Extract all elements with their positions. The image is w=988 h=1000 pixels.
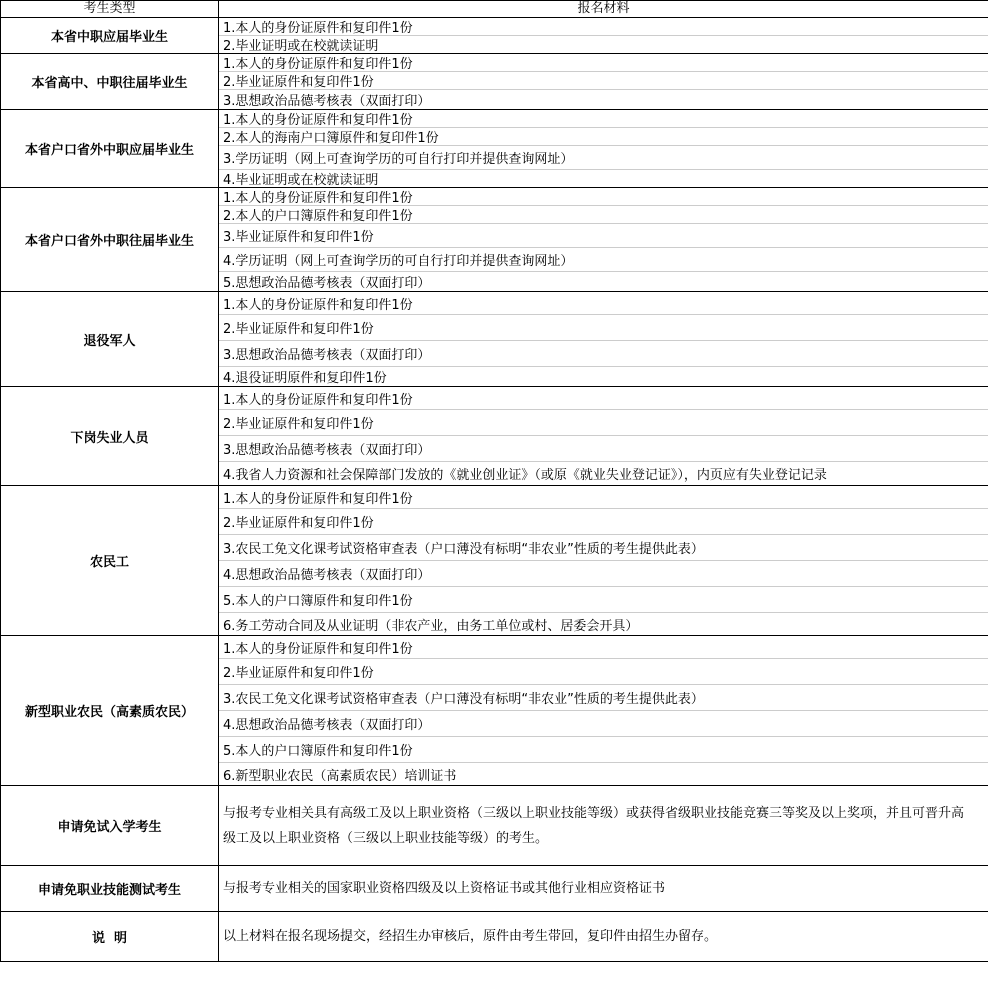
category-cell: 申请免试入学考生 xyxy=(1,786,219,866)
materials-text: 与报考专业相关的国家职业资格四级及以上资格证书或其他行业相应资格证书 xyxy=(223,881,666,896)
category-row xyxy=(1,486,988,636)
material-item: 4.思想政治品德考核表（双面打印） xyxy=(219,560,988,586)
materials-cell xyxy=(219,188,988,292)
material-item: 5.本人的户口簿原件和复印件1份 xyxy=(219,736,988,762)
materials-cell xyxy=(219,486,988,636)
material-item: 3.思想政治品德考核表（双面打印） xyxy=(219,340,988,366)
material-item: 2.毕业证原件和复印件1份 xyxy=(219,658,988,684)
material-item: 4.退役证明原件和复印件1份 xyxy=(219,366,988,386)
material-item: 4.思想政治品德考核表（双面打印） xyxy=(219,710,988,736)
category-cell: 申请免职业技能测试考生 xyxy=(1,866,219,912)
material-item: 2.毕业证原件和复印件1份 xyxy=(219,409,988,435)
material-item: 1.本人的身份证原件和复印件1份 xyxy=(223,641,413,657)
material-item: 3.思想政治品德考核表（双面打印） xyxy=(219,435,988,461)
category-row xyxy=(1,387,988,486)
material-item: 2.毕业证明或在校就读证明 xyxy=(219,35,988,53)
material-item: 5.本人的户口簿原件和复印件1份 xyxy=(219,586,988,612)
category-cell: 新型职业农民（高素质农民） xyxy=(1,636,219,786)
materials-cell xyxy=(219,912,988,962)
category-cell: 本省中职应届毕业生 xyxy=(1,18,219,54)
header-materials: 报名材料 xyxy=(219,1,988,18)
category-row xyxy=(1,292,988,387)
material-item: 2.本人的海南户口簿原件和复印件1份 xyxy=(219,127,988,145)
materials-cell xyxy=(219,292,988,387)
category-row xyxy=(1,636,988,786)
rows-body xyxy=(1,18,988,786)
material-item: 2.毕业证原件和复印件1份 xyxy=(219,508,988,534)
category-row xyxy=(1,18,988,54)
material-item: 3.学历证明（网上可查询学历的可自行打印并提供查询网址） xyxy=(219,145,988,169)
materials-cell xyxy=(219,110,988,188)
materials-cell xyxy=(219,54,988,110)
material-item: 2.毕业证原件和复印件1份 xyxy=(219,71,988,89)
material-item: 2.本人的户口簿原件和复印件1份 xyxy=(219,205,988,223)
material-item: 1.本人的身份证原件和复印件1份 xyxy=(223,113,413,127)
materials-text: 与报考专业相关具有高级工及以上职业资格（三级以上职业技能等级）或获得省级职业技能竞赛三等奖及以上奖项，并且可晋升高级工及以上职业资格（三级以上职业技能等级）的考生。 xyxy=(223,805,965,846)
materials-cell xyxy=(219,387,988,486)
materials-cell xyxy=(219,636,988,786)
materials-text: 以上材料在报名现场提交，经招生办审核后，原件由考生带回，复印件由招生办留存。 xyxy=(223,929,718,944)
material-item: 6.务工劳动合同及从业证明（非农产业，由务工单位或村、居委会开具） xyxy=(219,612,988,635)
material-item: 2.毕业证原件和复印件1份 xyxy=(219,314,988,340)
material-item: 1.本人的身份证原件和复印件1份 xyxy=(223,191,413,205)
material-item: 1.本人的身份证原件和复印件1份 xyxy=(223,491,413,507)
material-item: 1.本人的身份证原件和复印件1份 xyxy=(223,21,413,35)
material-item: 6.新型职业农民（高素质农民）培训证书 xyxy=(219,762,988,785)
material-item: 5.思想政治品德考核表（双面打印） xyxy=(219,271,988,291)
category-row xyxy=(1,110,988,188)
category-cell: 本省高中、中职往届毕业生 xyxy=(1,54,219,110)
exempt-exam-row xyxy=(1,786,988,866)
category-cell: 农民工 xyxy=(1,486,219,636)
materials-cell xyxy=(219,786,988,866)
material-item: 3.思想政治品德考核表（双面打印） xyxy=(219,89,988,109)
material-item: 4.学历证明（网上可查询学历的可自行打印并提供查询网址） xyxy=(219,247,988,271)
material-item: 4.毕业证明或在校就读证明 xyxy=(219,169,988,187)
material-item: 3.农民工免文化课考试资格审查表（户口薄没有标明“非农业”性质的考生提供此表） xyxy=(219,534,988,560)
header-row xyxy=(1,1,988,18)
header-category: 考生类型 xyxy=(1,1,219,18)
category-cell: 本省户口省外中职应届毕业生 xyxy=(1,110,219,188)
category-cell: 下岗失业人员 xyxy=(1,387,219,486)
note-row xyxy=(1,912,988,962)
material-item: 1.本人的身份证原件和复印件1份 xyxy=(223,392,413,408)
material-item: 4.我省人力资源和社会保障部门发放的《就业创业证》（或原《就业失业登记证》），内页应有失业登记记录 xyxy=(219,461,988,485)
category-row xyxy=(1,188,988,292)
exempt-skill-row xyxy=(1,866,988,912)
material-item: 3.毕业证原件和复印件1份 xyxy=(219,223,988,247)
material-item: 1.本人的身份证原件和复印件1份 xyxy=(223,297,413,313)
category-cell: 说 明 xyxy=(1,912,219,962)
materials-cell xyxy=(219,866,988,912)
materials-cell xyxy=(219,18,988,54)
material-item: 1.本人的身份证原件和复印件1份 xyxy=(223,57,413,71)
material-item: 3.农民工免文化课考试资格审查表（户口薄没有标明“非农业”性质的考生提供此表） xyxy=(219,684,988,710)
category-cell: 退役军人 xyxy=(1,292,219,387)
category-row xyxy=(1,54,988,110)
category-cell: 本省户口省外中职往届毕业生 xyxy=(1,188,219,292)
